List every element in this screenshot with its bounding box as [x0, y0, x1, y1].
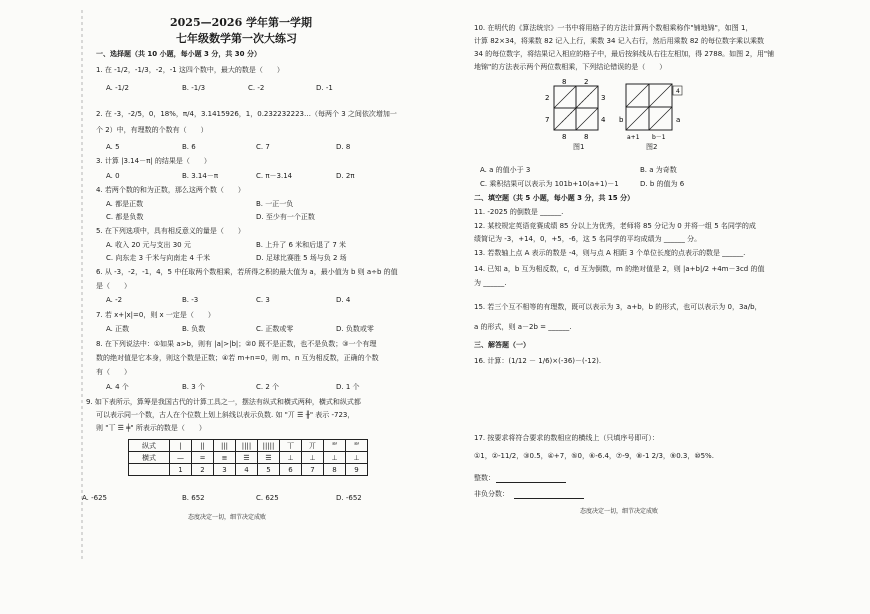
q7-option-a: A. 正数: [106, 325, 130, 333]
question-10-cont2: 34 的每位数字，将结果记入相应的格子中，最后按斜线从右往左相加，得 2788。如图 2，用"铺: [474, 50, 775, 58]
row-label-horizontal: 横式: [129, 452, 170, 464]
q8-option-b: B. 3 个: [182, 383, 205, 391]
q2-option-d: D. 8: [336, 143, 351, 151]
table-cell: ⊥: [324, 452, 346, 464]
exam-title: 七年级数学第一次大练习: [176, 32, 297, 45]
q10-option-a: A. a 的值小于 3: [480, 166, 531, 174]
page-footer: 态度决定一切，细节决定成败: [188, 514, 267, 521]
fig1-top-digit: 2: [584, 78, 589, 86]
question-10-cont: 计算 82×34，将乘数 82 记入上行，乘数 34 记入右行，然后用乘数 82 的每位数字乘以乘数: [474, 37, 764, 45]
question-11: 11. -2025 的倒数是 ______.: [474, 208, 564, 216]
table-cell: ☰: [258, 452, 280, 464]
lattice-figure-1: [542, 78, 612, 148]
q9-option-c: C. 625: [256, 494, 279, 502]
table-cell: 7: [302, 464, 324, 476]
q3-option-d: D. 2π: [336, 172, 355, 180]
fig1-left-digit: 2: [545, 94, 550, 102]
q8-option-a: A. 4 个: [106, 383, 129, 391]
table-cell: ⊥: [302, 452, 324, 464]
question-15: 15. 若三个互不相等的有理数，既可以表示为 3，a+b，b 的形式，也可以表示为 0，3a/b，: [474, 303, 762, 311]
fig2-label-b: b: [619, 116, 624, 124]
table-cell: ᅖ: [324, 440, 346, 452]
table-cell: 9: [346, 464, 368, 476]
fig1-top-digit: 8: [562, 78, 567, 86]
question-12-cont: 绩简记为 -3，+14，0，+5，-6，这 5 名同学的平均成绩为 ______ 分。: [474, 235, 702, 243]
fig1-right-digit: 3: [601, 94, 606, 102]
integer-answer-line[interactable]: [496, 474, 566, 483]
q1-option-d: D. -1: [316, 84, 333, 92]
table-cell: 丅: [280, 440, 302, 452]
q1-option-a: A. -1/2: [106, 84, 129, 92]
table-cell: ≡: [214, 452, 236, 464]
question-9-cont2: 则 "丅 ☰ ╪" 所表示的数是（ ）: [96, 424, 206, 432]
q9-option-a: A. -625: [82, 494, 108, 502]
question-4: 4. 若两个数的和为正数，那么这两个数（ ）: [96, 186, 245, 194]
q3-option-b: B. 3.14－π: [182, 172, 219, 180]
table-cell: ᅖ: [346, 440, 368, 452]
table-cell: ⊥: [280, 452, 302, 464]
question-1: 1. 在 -1/2，-1/3，-2，-1 这四个数中，最大的数是（ ）: [96, 66, 284, 74]
page-footer: 态度决定一切，细节决定成败: [580, 508, 659, 515]
q1-option-b: B. -1/3: [182, 84, 206, 92]
table-cell: 2: [192, 464, 214, 476]
table-cell: 6: [280, 464, 302, 476]
q7-option-d: D. 负数或零: [336, 325, 374, 333]
non-negative-fraction-label: 非负分数：: [474, 490, 509, 498]
q6-option-d: D. 4: [336, 296, 351, 304]
question-9-cont: 可以表示同一个数，古人在个位数上划上斜线以表示负数. 如 "丌 ☰ ╫" 表示 -723，: [96, 411, 355, 419]
lattice-figure-2: [618, 78, 698, 148]
fig2-label-a-plus-1: a+1: [627, 134, 640, 141]
table-cell: 丌: [302, 440, 324, 452]
question-8-cont: 数的绝对值是它本身，则这个数是正数；④若 m+n=0，则 m、n 互为相反数，正确的个数: [96, 354, 379, 362]
q4-option-d: D. 至少有一个正数: [256, 213, 315, 221]
fig1-right-digit: 4: [601, 116, 606, 124]
question-14: 14. 已知 a，b 互为相反数，c，d 互为倒数，m 的绝对值是 2，则 |a+b|/2 +4m－3cd 的值: [474, 265, 765, 273]
binding-margin: [60, 0, 90, 614]
q5-option-c: C. 向东走 3 千米与向南走 4 千米: [106, 254, 211, 262]
table-cell: 3: [214, 464, 236, 476]
q6-option-a: A. -2: [106, 296, 123, 304]
question-17-items: ①1，②-11/2，③0.5，④+7，⑤0，⑥-6.4，⑦-9，⑧-1 2/3，⑨0.3，⑩5%.: [474, 452, 714, 460]
question-17: 17. 按要求将符合要求的数相应的横线上（只填序号即可）：: [474, 434, 659, 442]
exam-year-title: 2025—2026 学年第一学期: [170, 16, 313, 29]
q4-option-b: B. 一正一负: [256, 200, 294, 208]
q2-option-c: C. 7: [256, 143, 270, 151]
q4-option-c: C. 都是负数: [106, 213, 144, 221]
question-12: 12. 某校规定英语竞赛成绩 85 分以上为优秀，老师将 85 分记为 0 并将一组 5 名同学的成: [474, 222, 756, 230]
section-fill-heading: 二、填空题（共 5 小题，每小题 3 分，共 15 分）: [474, 194, 635, 202]
fig2-caption: 图2: [646, 143, 658, 151]
q7-option-c: C. 正数或零: [256, 325, 294, 333]
fig1-left-digit: 7: [545, 116, 550, 124]
question-15-cont: a 的形式，则 a－2b = ______.: [474, 323, 572, 331]
table-cell: ⊥: [346, 452, 368, 464]
fig1-bottom-digit: 8: [584, 133, 589, 141]
q7-option-b: B. 负数: [182, 325, 206, 333]
q3-option-c: C. π－3.14: [256, 172, 293, 180]
q9-option-b: B. 652: [182, 494, 205, 502]
fig2-label-a: a: [676, 116, 681, 124]
q10-option-b: B. a 为奇数: [640, 166, 677, 174]
integer-label: 整数：: [474, 474, 495, 482]
question-2: 2. 在 -3，-2/5，0，18%，π/4，3.1415926，1，0.232232223…（每两个 3 之间依次增加一: [96, 110, 397, 118]
right-page: [430, 0, 870, 614]
table-cell: 8: [324, 464, 346, 476]
table-row: [129, 440, 368, 452]
question-7: 7. 若 x+|x|=0，则 x 一定是（ ）: [96, 311, 215, 319]
question-9: 9. 如下表所示，算筹是我国古代的计算工具之一，摆法有纵式和横式两种，横式和纵式都: [86, 398, 361, 406]
section-solve-heading: 三、解答题（一）: [474, 341, 530, 349]
section-choice-heading: 一、选择题（共 10 小题，每小题 3 分，共 30 分）: [96, 50, 261, 58]
q8-option-c: C. 2 个: [256, 383, 280, 391]
question-10: 10. 在明代的《算法统宗》一书中将用格子的方法计算两个数相乘称作"铺地锦"，如图 1，: [474, 24, 753, 32]
q6-option-c: C. 3: [256, 296, 270, 304]
table-cell: —: [170, 452, 192, 464]
question-10-cont3: 地锦"的方法表示两个两位数相乘，下列结论错误的是（ ）: [474, 63, 667, 71]
fig1-bottom-digit: 8: [562, 133, 567, 141]
question-16: 16. 计算：(1/12 － 1/6)×(-36)－(-12).: [474, 357, 602, 365]
table-cell: 4: [236, 464, 258, 476]
q5-option-b: B. 上升了 6 米和后退了 7 米: [256, 241, 347, 249]
question-8: 8. 在下列说法中：①如果 a>b，则有 |a|>|b|；②0 既不是正数，也不是负数；③一个有理: [96, 340, 377, 348]
table-cell: 1: [170, 464, 192, 476]
q6-option-b: B. -3: [182, 296, 199, 304]
question-6: 6. 从 -3，-2，-1，4，5 中任取两个数相乘，若所得之积的最大值为 a，最小值为 b 则 a÷b 的值: [96, 268, 398, 276]
q8-option-d: D. 1 个: [336, 383, 360, 391]
q2-option-a: A. 5: [106, 143, 120, 151]
question-14-cont: 为 ______.: [474, 279, 507, 287]
table-cell: ☰: [236, 452, 258, 464]
table-cell: ||: [192, 440, 214, 452]
table-cell: [129, 464, 170, 476]
q4-option-a: A. 都是正数: [106, 200, 144, 208]
q5-option-d: D. 足球比赛胜 5 场与负 2 场: [256, 254, 347, 262]
table-cell: ||||: [236, 440, 258, 452]
question-2-cont: 个 2）中，有理数的个数有（ ）: [96, 126, 208, 134]
q5-option-a: A. 收入 20 元与支出 30 元: [106, 241, 191, 249]
q10-option-d: D. b 的值为 6: [640, 180, 685, 188]
table-row: [129, 464, 368, 476]
question-3: 3. 计算 |3.14－π| 的结果是（ ）: [96, 157, 211, 165]
question-8-cont2: 有（ ）: [96, 368, 131, 376]
table-cell: =: [192, 452, 214, 464]
question-5: 5. 在下列选项中，具有相反意义的量是（ ）: [96, 227, 245, 235]
table-cell: 5: [258, 464, 280, 476]
q3-option-a: A. 0: [106, 172, 120, 180]
fig2-label-b-minus-1: b－1: [652, 134, 666, 141]
non-negative-fraction-answer-line[interactable]: [514, 490, 584, 499]
fig1-caption: 图1: [573, 143, 585, 151]
q9-option-d: D. -652: [336, 494, 362, 502]
counting-rod-table: [128, 439, 368, 476]
q10-option-c: C. 乘积结果可以表示为 101b+10(a+1)－1: [480, 180, 619, 188]
question-6-cont: 是（ ）: [96, 282, 131, 290]
table-cell: |||: [214, 440, 236, 452]
table-row: [129, 452, 368, 464]
question-13: 13. 若数轴上点 A 表示的数是 -4，则与点 A 相距 3 个单位长度的点表示的数是 ______.: [474, 249, 746, 257]
table-cell: |: [170, 440, 192, 452]
q1-option-c: C. -2: [248, 84, 265, 92]
row-label-vertical: 纵式: [129, 440, 170, 452]
table-cell: |||||: [258, 440, 280, 452]
svg-text:4: 4: [676, 88, 680, 95]
q2-option-b: B. 6: [182, 143, 196, 151]
